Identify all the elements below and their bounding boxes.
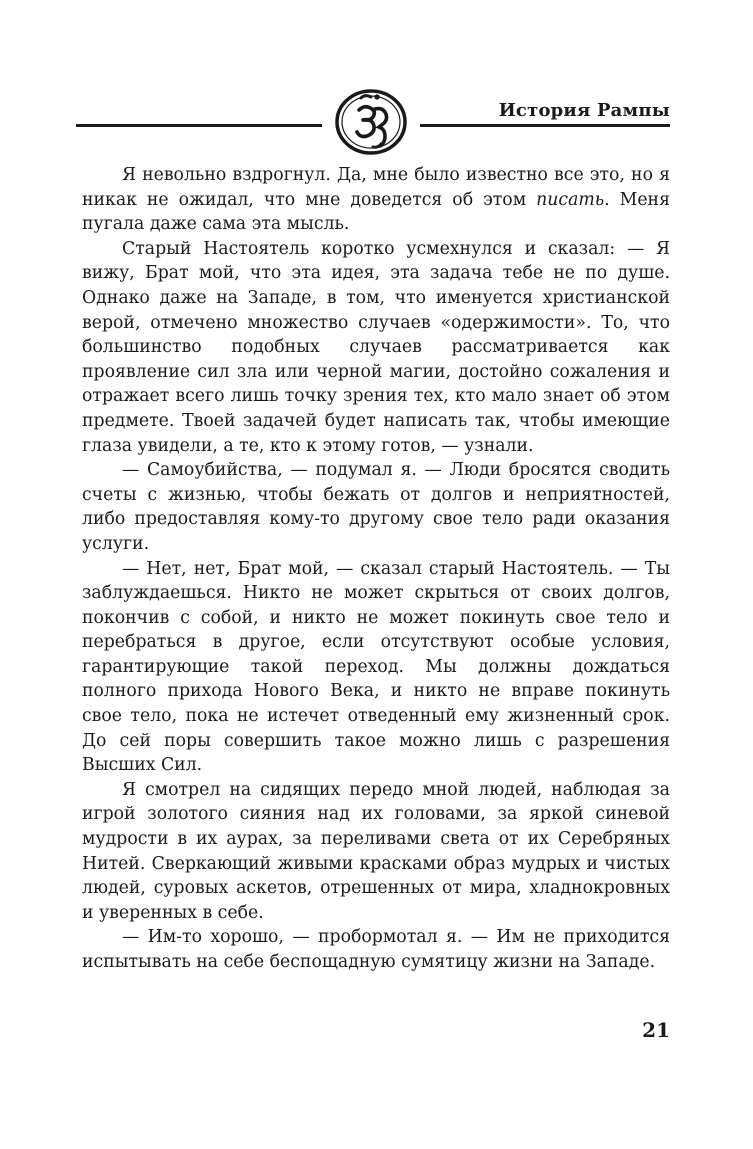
page-number: 21 — [642, 1018, 670, 1042]
page-header — [76, 86, 670, 158]
om-symbol-icon — [333, 88, 409, 156]
paragraph-text: . Меня пугала даже сама эта мысль. — [82, 189, 670, 235]
paragraph-text: Я невольно вздрогнул. Да, мне было известно все это, но я никак не ожидал, что мне доведется об этом — [82, 165, 670, 210]
header-rule-left — [76, 124, 322, 127]
paragraph: — Им-то хорошо, — пробормотал я. — Им не приходится испытывать на себе беспощадную сумятицу жизни на Западе. — [82, 927, 670, 972]
paragraph: — Нет, нет, Брат мой, — сказал старый Настоятель. — Ты заблуждаешься. Никто не может скрыться от своих долгов, покончив с собой, и никто не может покинуть свое тело и перебраться в другое, если отсутствуют особые условия, гарантирующие такой переход. Мы должны дождаться полного прихода Нового Века, и никто не вправе покинуть свое тело, пока не истечет отведенный ему жизненный срок. До сей поры совершить такое можно лишь с разрешения Высших Сил. — [82, 558, 670, 776]
running-title: История Рампы — [498, 100, 670, 121]
paragraph: Старый Настоятель коротко усмехнулся и сказал: — Я вижу, Брат мой, что эта идея, эта задача тебе не по душе. Однако даже на Западе, в том, что именуется христианской верой, отмечено множество случаев «одержимости». То, что большинство подобных случаев рассматривается как проявление сил зла или черной магии, достойно сожаления и отражает всего лишь точку зрения тех, кто мало знает об этом предмете. Твоей задачей будет написать так, чтобы имеющие глаза увидели, а те, кто к этому готов, — узнали. — [82, 238, 670, 456]
body-text — [82, 163, 670, 975]
paragraph: — Самоубийства, — подумал я. — Люди бросятся сводить счеты с жизнью, чтобы бежать от долгов и неприятностей, либо предоставляя кому-то другому свое тело ради оказания услуги. — [82, 460, 670, 554]
paragraph: Я смотрел на сидящих передо мной людей, наблюдая за игрой золотого сияния над их головами, за яркой синевой мудрости в их аурах, за переливами света от их Серебряных Нитей. Сверкающий живыми красками образ мудрых и чистых людей, суровых аскетов, отрешенных от мира, хладнокровных и уверенных в себе. — [82, 779, 670, 923]
paragraph — [82, 163, 670, 237]
italic-word: писать — [536, 189, 605, 210]
header-rule-right — [420, 124, 670, 127]
